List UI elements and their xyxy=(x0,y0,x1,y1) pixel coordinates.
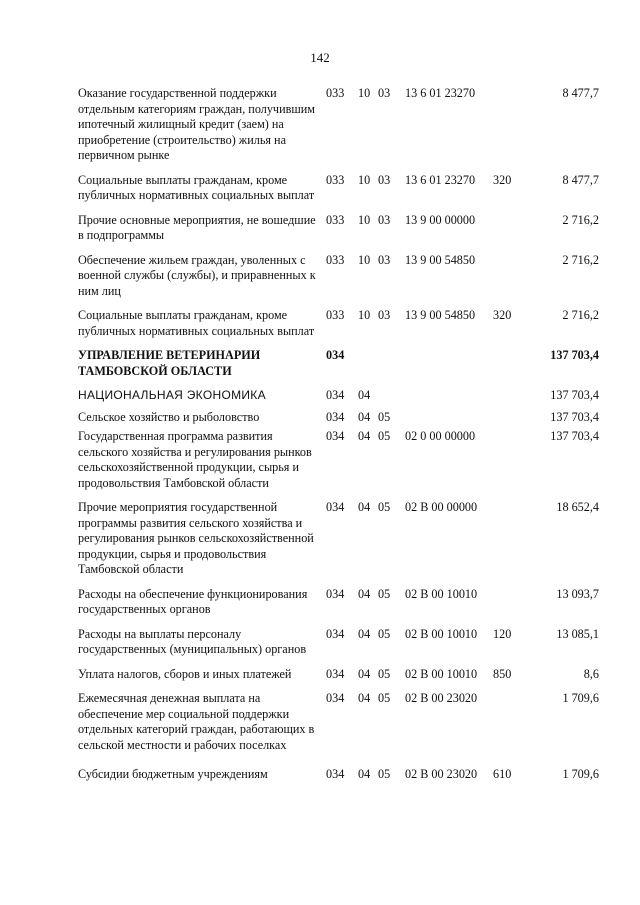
row-csr: 13 9 00 00000 xyxy=(405,212,476,227)
table-row xyxy=(0,86,640,164)
row-ved: 033 xyxy=(326,252,345,267)
row-pr: 03 xyxy=(378,212,391,227)
row-rz: 10 xyxy=(358,86,371,100)
row-name: Оказание государственной поддержки отдельным категориям граждан, получившим ипотечный жилищный кредит (заем) на приобретение (строительство) жилья на первичном рынке xyxy=(78,86,315,162)
row-ved: 034 xyxy=(326,429,345,443)
row-ved: 034 xyxy=(326,691,345,705)
table-row xyxy=(0,667,640,683)
row-ved: 034 xyxy=(326,586,345,601)
row-csr: 02 В 00 10010 xyxy=(405,666,478,681)
row-sum: 8 477,7 xyxy=(562,86,599,100)
row-rz: 04 xyxy=(358,429,371,443)
row-ved: 034 xyxy=(326,388,345,402)
row-name: Социальные выплаты гражданам, кроме публичных нормативных социальных выплат xyxy=(78,172,315,202)
row-name: Прочие основные мероприятия, не вошедшие в подпрограммы xyxy=(78,212,316,242)
row-name: Прочие мероприятия государственной программы развития сельского хозяйства и регулирования рынков сельскохозяйственной продукции, сырья и продовольствия Тамбовской области xyxy=(78,500,314,576)
table-row xyxy=(0,429,640,491)
row-pr: 05 xyxy=(378,626,391,641)
row-name: Расходы на обеспечение функционирования государственных органов xyxy=(78,586,308,616)
row-sum: 2 716,2 xyxy=(562,308,599,322)
row-name: Уплата налогов, сборов и иных платежей xyxy=(78,666,292,681)
row-vr: 320 xyxy=(493,172,512,187)
table-row xyxy=(0,308,640,339)
row-ved: 033 xyxy=(326,172,345,187)
table-row-section xyxy=(0,388,640,404)
row-csr: 02 В 00 00000 xyxy=(405,500,478,514)
row-name: Ежемесячная денежная выплата на обеспечение мер социальной поддержки отдельных категорий граждан, работающих в сельской местности и рабочих поселках xyxy=(78,691,315,752)
row-pr: 05 xyxy=(378,500,391,514)
row-ved: 034 xyxy=(326,767,345,781)
row-name: Субсидии бюджетным учреждениям xyxy=(78,767,268,781)
row-ved: 034 xyxy=(326,626,345,641)
row-ved: 033 xyxy=(326,308,345,322)
row-sum: 2 716,2 xyxy=(562,252,599,267)
row-pr: 03 xyxy=(378,308,391,322)
table-row xyxy=(0,500,640,578)
row-pr: 05 xyxy=(378,666,391,681)
row-rz: 10 xyxy=(358,308,371,322)
row-name: Обеспечение жильем граждан, уволенных с военной службы (службы), и приравненных к ним лиц xyxy=(78,252,316,298)
table-row xyxy=(0,767,640,783)
row-sum: 13 085,1 xyxy=(556,626,599,641)
row-csr: 02 0 00 00000 xyxy=(405,429,476,443)
row-name: УПРАВЛЕНИЕ ВЕТЕРИНАРИИ ТАМБОВСКОЙ ОБЛАСТИ xyxy=(78,348,261,378)
row-name: Расходы на выплаты персоналу государственных (муниципальных) органов xyxy=(78,626,307,656)
row-sum: 18 652,4 xyxy=(556,500,599,514)
row-rz: 04 xyxy=(358,586,371,601)
row-csr: 02 В 00 23020 xyxy=(405,691,478,705)
row-pr: 05 xyxy=(378,767,391,781)
row-rz: 04 xyxy=(358,500,371,514)
row-csr: 13 9 00 54850 xyxy=(405,308,476,322)
table-row xyxy=(0,627,640,658)
table-row xyxy=(0,691,640,753)
row-csr: 13 6 01 23270 xyxy=(405,172,476,187)
row-rz: 04 xyxy=(358,388,371,402)
row-csr: 02 В 00 10010 xyxy=(405,626,478,641)
row-rz: 04 xyxy=(358,626,371,641)
row-ved: 034 xyxy=(326,666,345,681)
row-sum: 137 703,4 xyxy=(550,429,599,443)
row-sum: 1 709,6 xyxy=(562,691,599,705)
budget-table xyxy=(0,86,640,792)
row-rz: 10 xyxy=(358,172,371,187)
row-rz: 04 xyxy=(358,409,371,424)
row-csr: 02 В 00 10010 xyxy=(405,586,478,601)
row-rz: 10 xyxy=(358,252,371,267)
row-sum: 137 703,4 xyxy=(550,409,599,424)
row-sum: 137 703,4 xyxy=(550,348,599,362)
row-name: Сельское хозяйство и рыболовство xyxy=(78,409,260,424)
row-name: Социальные выплаты гражданам, кроме публичных нормативных социальных выплат xyxy=(78,308,315,338)
row-sum: 1 709,6 xyxy=(562,767,599,781)
page-number: 142 xyxy=(310,50,330,65)
row-pr: 05 xyxy=(378,429,391,443)
table-row xyxy=(0,587,640,618)
row-rz: 10 xyxy=(358,212,371,227)
row-rz: 04 xyxy=(358,767,371,781)
row-csr: 02 В 00 23020 xyxy=(405,767,478,781)
row-sum: 8 477,7 xyxy=(562,172,599,187)
table-row xyxy=(0,253,640,300)
row-pr: 05 xyxy=(378,586,391,601)
row-sum: 137 703,4 xyxy=(550,388,599,402)
row-ved: 033 xyxy=(326,212,345,227)
row-name: НАЦИОНАЛЬНАЯ ЭКОНОМИКА xyxy=(78,388,266,402)
row-pr: 03 xyxy=(378,86,391,100)
row-ved: 034 xyxy=(326,500,345,514)
row-vr: 850 xyxy=(493,666,512,681)
table-row xyxy=(0,173,640,204)
row-vr: 610 xyxy=(493,767,512,781)
table-row xyxy=(0,213,640,244)
row-vr: 120 xyxy=(493,626,512,641)
row-pr: 03 xyxy=(378,252,391,267)
table-row-department xyxy=(0,348,640,379)
row-sum: 8,6 xyxy=(583,666,599,681)
row-pr: 05 xyxy=(378,409,391,424)
row-pr: 05 xyxy=(378,691,391,705)
row-sum: 2 716,2 xyxy=(562,212,599,227)
row-csr: 13 6 01 23270 xyxy=(405,86,476,100)
row-pr: 03 xyxy=(378,172,391,187)
row-name: Государственная программа развития сельского хозяйства и регулирования рынков сельскохозяйственной продукции, сырья и продовольствия Тамбовской области xyxy=(78,429,312,490)
row-csr: 13 9 00 54850 xyxy=(405,252,476,267)
row-rz: 04 xyxy=(358,666,371,681)
row-rz: 04 xyxy=(358,691,371,705)
table-row xyxy=(0,410,640,426)
row-sum: 13 093,7 xyxy=(556,586,599,601)
row-vr: 320 xyxy=(493,308,512,322)
row-ved: 033 xyxy=(326,86,345,100)
row-ved: 034 xyxy=(326,348,345,362)
row-ved: 034 xyxy=(326,409,345,424)
